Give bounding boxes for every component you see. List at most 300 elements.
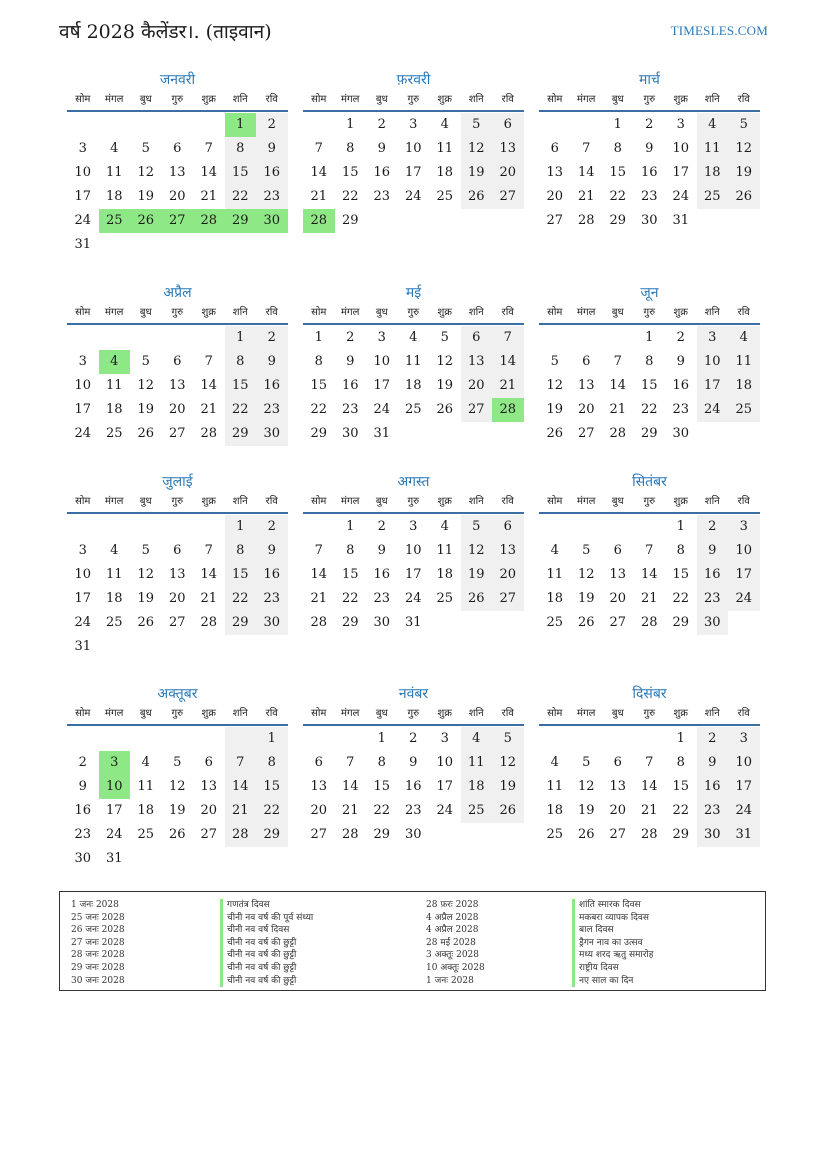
weekday-label: बुध xyxy=(139,708,152,719)
day-cell: 20 xyxy=(168,402,186,417)
day-cell: 21 xyxy=(640,591,658,606)
day-cell: 20 xyxy=(461,374,493,398)
day-cell: 5 xyxy=(461,515,493,539)
day-cell: 22 xyxy=(640,402,658,417)
day-cell: 2 xyxy=(697,727,729,751)
day-cell: 28 xyxy=(200,426,218,441)
empty-cell xyxy=(193,847,225,871)
day-cell: 8 xyxy=(676,755,685,770)
month-title: अगस्त xyxy=(397,474,430,490)
day-cell: 25 xyxy=(546,827,564,842)
empty-cell xyxy=(193,233,225,257)
days-grid xyxy=(303,326,524,446)
day-cell: 14 xyxy=(609,378,627,393)
holiday-name: गणतंत्र दिवस xyxy=(220,899,313,912)
empty-cell xyxy=(303,113,335,137)
weekday-label: मंगल xyxy=(105,496,124,507)
day-cell: 6 xyxy=(173,141,182,156)
day-cell: 24 xyxy=(373,402,391,417)
weekday-header xyxy=(539,704,760,726)
day-cell: 25 xyxy=(461,799,493,823)
empty-cell xyxy=(539,113,571,137)
day-cell: 10 xyxy=(436,755,454,770)
day-cell: 9 xyxy=(409,755,418,770)
day-cell: 9 xyxy=(78,779,87,794)
holiday-date: 3 अक्तूः 2028 xyxy=(426,950,480,961)
day-cell: 8 xyxy=(314,354,323,369)
holiday-day-cell: 28 xyxy=(303,209,335,233)
day-cell: 10 xyxy=(373,354,391,369)
day-cell: 24 xyxy=(404,591,422,606)
empty-cell xyxy=(539,727,571,751)
day-cell: 12 xyxy=(137,567,155,582)
weekday-label: बुध xyxy=(139,307,152,318)
day-cell: 1 xyxy=(377,731,386,746)
site-link[interactable]: TIMESLES.COM xyxy=(670,23,768,38)
day-cell: 5 xyxy=(461,113,493,137)
month-title: मई xyxy=(405,285,422,301)
day-cell: 30 xyxy=(373,615,391,630)
empty-cell xyxy=(303,727,335,751)
day-cell: 21 xyxy=(310,189,328,204)
day-cell: 14 xyxy=(200,567,218,582)
holiday-day-cell: 27 xyxy=(162,209,194,233)
holiday-name: चीनी नव वर्ष की छुट्टी xyxy=(220,949,313,962)
day-cell: 6 xyxy=(492,515,524,539)
days-grid xyxy=(539,113,760,233)
empty-cell xyxy=(99,635,131,659)
day-cell: 8 xyxy=(613,141,622,156)
day-cell: 5 xyxy=(141,141,150,156)
days-grid xyxy=(303,727,524,847)
weekday-label: मंगल xyxy=(577,307,596,318)
weekday-label: गुरु xyxy=(171,94,184,105)
day-cell: 29 xyxy=(373,827,391,842)
day-cell: 1 xyxy=(346,519,355,534)
day-cell: 24 xyxy=(74,426,92,441)
day-cell: 17 xyxy=(404,567,422,582)
month-block xyxy=(303,472,524,635)
empty-cell xyxy=(193,727,225,751)
day-cell: 26 xyxy=(577,827,595,842)
day-cell: 22 xyxy=(672,591,690,606)
weekday-label: शुक्र xyxy=(437,307,452,318)
day-cell: 5 xyxy=(550,354,559,369)
empty-cell xyxy=(492,209,524,233)
days-grid xyxy=(303,515,524,635)
day-cell: 3 xyxy=(377,330,386,345)
day-cell: 17 xyxy=(728,563,760,587)
weekday-label: शनि xyxy=(468,708,484,719)
day-cell: 3 xyxy=(409,519,418,534)
empty-cell xyxy=(130,326,162,350)
day-cell: 30 xyxy=(74,851,92,866)
day-cell: 10 xyxy=(74,378,92,393)
weekday-label: मंगल xyxy=(577,496,596,507)
day-cell: 11 xyxy=(546,779,564,794)
day-cell: 11 xyxy=(461,751,493,775)
weekday-label: रवि xyxy=(265,94,278,105)
holiday-date: 4 अप्रैल 2028 xyxy=(426,912,479,923)
day-cell: 11 xyxy=(105,378,123,393)
day-cell: 1 xyxy=(613,117,622,132)
day-cell: 2 xyxy=(377,117,386,132)
day-cell: 21 xyxy=(310,591,328,606)
day-cell: 25 xyxy=(697,185,729,209)
day-cell: 22 xyxy=(225,587,257,611)
weekday-label: शनि xyxy=(468,94,484,105)
weekday-label: शुक्र xyxy=(437,708,452,719)
weekday-label: रवि xyxy=(501,307,514,318)
day-cell: 25 xyxy=(105,615,123,630)
day-cell: 19 xyxy=(546,402,564,417)
day-cell: 14 xyxy=(577,165,595,180)
day-cell: 2 xyxy=(377,519,386,534)
day-cell: 20 xyxy=(168,591,186,606)
day-cell: 2 xyxy=(256,326,288,350)
holiday-name: चीनी नव वर्ष की छुट्टी xyxy=(220,962,313,975)
day-cell: 30 xyxy=(256,422,288,446)
day-cell: 16 xyxy=(373,567,391,582)
day-cell: 1 xyxy=(225,326,257,350)
empty-cell xyxy=(225,233,257,257)
day-cell: 16 xyxy=(697,563,729,587)
day-cell: 14 xyxy=(200,378,218,393)
holiday-date: 10 अक्तूः 2028 xyxy=(426,962,485,973)
day-cell: 13 xyxy=(546,165,564,180)
empty-cell xyxy=(398,422,430,446)
day-cell: 22 xyxy=(225,398,257,422)
empty-cell xyxy=(99,326,131,350)
day-cell: 1 xyxy=(256,727,288,751)
empty-cell xyxy=(130,727,162,751)
day-cell: 6 xyxy=(461,326,493,350)
empty-cell xyxy=(602,727,634,751)
empty-cell xyxy=(130,233,162,257)
day-cell: 24 xyxy=(728,587,760,611)
day-cell: 22 xyxy=(341,189,359,204)
day-cell: 27 xyxy=(492,185,524,209)
day-cell: 30 xyxy=(640,213,658,228)
holiday-day-cell: 30 xyxy=(256,209,288,233)
empty-cell xyxy=(492,823,524,847)
day-cell: 8 xyxy=(346,141,355,156)
month-block xyxy=(67,70,288,257)
day-cell: 7 xyxy=(204,354,213,369)
weekday-label: रवि xyxy=(737,307,750,318)
weekday-label: शुक्र xyxy=(201,496,216,507)
weekday-label: रवि xyxy=(501,708,514,719)
empty-cell xyxy=(728,209,760,233)
empty-cell xyxy=(256,847,288,871)
day-cell: 9 xyxy=(697,751,729,775)
weekday-label: रवि xyxy=(265,708,278,719)
day-cell: 21 xyxy=(200,591,218,606)
day-cell: 3 xyxy=(78,354,87,369)
day-cell: 8 xyxy=(645,354,654,369)
day-cell: 2 xyxy=(78,755,87,770)
day-cell: 10 xyxy=(728,539,760,563)
empty-cell xyxy=(492,422,524,446)
day-cell: 3 xyxy=(676,117,685,132)
day-cell: 23 xyxy=(404,803,422,818)
empty-cell xyxy=(67,727,99,751)
day-cell: 29 xyxy=(310,426,328,441)
day-cell: 8 xyxy=(225,137,257,161)
weekday-label: गुरु xyxy=(643,94,656,105)
day-cell: 15 xyxy=(225,161,257,185)
month-title: फ़रवरी xyxy=(396,72,431,88)
day-cell: 14 xyxy=(640,567,658,582)
day-cell: 7 xyxy=(346,755,355,770)
day-cell: 29 xyxy=(256,823,288,847)
day-cell: 27 xyxy=(461,398,493,422)
day-cell: 31 xyxy=(74,237,92,252)
holiday-name: चीनी नव वर्ष दिवस xyxy=(220,924,313,937)
day-cell: 26 xyxy=(461,185,493,209)
day-cell: 31 xyxy=(373,426,391,441)
day-cell: 9 xyxy=(256,539,288,563)
weekday-label: बुध xyxy=(139,496,152,507)
weekday-header xyxy=(539,492,760,514)
empty-cell xyxy=(256,233,288,257)
weekday-label: रवि xyxy=(737,708,750,719)
month-block xyxy=(539,684,760,847)
empty-cell xyxy=(461,611,493,635)
day-cell: 12 xyxy=(436,354,454,369)
day-cell: 13 xyxy=(577,378,595,393)
day-cell: 18 xyxy=(404,378,422,393)
day-cell: 26 xyxy=(461,587,493,611)
day-cell: 12 xyxy=(546,378,564,393)
day-cell: 17 xyxy=(672,165,690,180)
day-cell: 16 xyxy=(404,779,422,794)
day-cell: 18 xyxy=(105,402,123,417)
day-cell: 31 xyxy=(105,851,123,866)
holiday-name: शांति स्मारक दिवस xyxy=(572,899,654,912)
day-cell: 26 xyxy=(577,615,595,630)
day-cell: 14 xyxy=(200,165,218,180)
day-cell: 11 xyxy=(546,567,564,582)
day-cell: 9 xyxy=(377,141,386,156)
weekday-label: शनि xyxy=(232,94,248,105)
day-cell: 27 xyxy=(609,615,627,630)
holiday-names-left xyxy=(220,899,313,987)
days-grid xyxy=(303,113,524,233)
day-cell: 3 xyxy=(728,727,760,751)
day-cell: 27 xyxy=(609,827,627,842)
day-cell: 16 xyxy=(640,165,658,180)
day-cell: 4 xyxy=(550,755,559,770)
day-cell: 13 xyxy=(200,779,218,794)
day-cell: 13 xyxy=(310,779,328,794)
day-cell: 3 xyxy=(78,543,87,558)
day-cell: 12 xyxy=(137,165,155,180)
day-cell: 23 xyxy=(697,799,729,823)
day-cell: 21 xyxy=(200,189,218,204)
month-block xyxy=(67,283,288,446)
holiday-name: चीनी नव वर्ष की छुट्टी xyxy=(220,937,313,950)
day-cell: 24 xyxy=(728,799,760,823)
weekday-label: गुरु xyxy=(171,708,184,719)
weekday-label: सोम xyxy=(75,496,91,507)
weekday-label: शुक्र xyxy=(673,307,688,318)
holiday-day-cell: 25 xyxy=(99,209,131,233)
weekday-header xyxy=(67,90,288,112)
day-cell: 22 xyxy=(672,803,690,818)
empty-cell xyxy=(99,515,131,539)
holiday-date: 30 जनः 2028 xyxy=(71,975,125,986)
day-cell: 29 xyxy=(640,426,658,441)
day-cell: 13 xyxy=(492,539,524,563)
weekday-label: शुक्र xyxy=(201,307,216,318)
days-grid xyxy=(539,515,760,635)
weekday-label: मंगल xyxy=(577,708,596,719)
day-cell: 9 xyxy=(676,354,685,369)
weekday-label: गुरु xyxy=(643,307,656,318)
page-title: वर्ष 2028 कैलेंडर।. (ताइवान) xyxy=(59,21,272,43)
empty-cell xyxy=(335,727,367,751)
weekday-label: शनि xyxy=(704,708,720,719)
empty-cell xyxy=(67,515,99,539)
day-cell: 24 xyxy=(105,827,123,842)
weekday-label: शनि xyxy=(232,307,248,318)
weekday-label: गुरु xyxy=(407,307,420,318)
day-cell: 17 xyxy=(373,378,391,393)
empty-cell xyxy=(697,422,729,446)
month-block xyxy=(539,283,760,446)
day-cell: 7 xyxy=(492,326,524,350)
day-cell: 4 xyxy=(697,113,729,137)
month-block xyxy=(67,684,288,871)
day-cell: 3 xyxy=(409,117,418,132)
day-cell: 10 xyxy=(74,165,92,180)
day-cell: 10 xyxy=(74,567,92,582)
day-cell: 16 xyxy=(256,161,288,185)
day-cell: 3 xyxy=(78,141,87,156)
day-cell: 5 xyxy=(440,330,449,345)
empty-cell xyxy=(193,113,225,137)
day-cell: 4 xyxy=(550,543,559,558)
days-grid xyxy=(67,113,288,257)
day-cell: 22 xyxy=(256,799,288,823)
weekday-label: रवि xyxy=(501,94,514,105)
day-cell: 18 xyxy=(105,189,123,204)
day-cell: 6 xyxy=(613,755,622,770)
empty-cell xyxy=(162,326,194,350)
day-cell: 30 xyxy=(672,426,690,441)
day-cell: 4 xyxy=(440,519,449,534)
day-cell: 18 xyxy=(697,161,729,185)
holiday-date: 28 मई 2028 xyxy=(426,937,476,948)
holiday-date: 25 जनः 2028 xyxy=(71,912,125,923)
day-cell: 12 xyxy=(461,137,493,161)
day-cell: 12 xyxy=(577,567,595,582)
day-cell: 11 xyxy=(697,137,729,161)
holiday-name: ड्रैगन नाव का उत्सव xyxy=(572,937,654,950)
day-cell: 10 xyxy=(404,141,422,156)
day-cell: 12 xyxy=(137,378,155,393)
holiday-date: 1 जनः 2028 xyxy=(71,900,119,910)
weekday-label: सोम xyxy=(311,496,327,507)
holiday-name: नए साल का दिन xyxy=(572,975,654,988)
weekday-header xyxy=(303,90,524,112)
weekday-label: रवि xyxy=(265,496,278,507)
day-cell: 18 xyxy=(436,567,454,582)
day-cell: 20 xyxy=(492,563,524,587)
day-cell: 14 xyxy=(341,779,359,794)
day-cell: 21 xyxy=(492,374,524,398)
day-cell: 25 xyxy=(546,615,564,630)
weekday-label: शनि xyxy=(704,94,720,105)
day-cell: 7 xyxy=(645,755,654,770)
day-cell: 11 xyxy=(137,779,155,794)
day-cell: 10 xyxy=(672,141,690,156)
day-cell: 1 xyxy=(225,515,257,539)
holiday-day-cell: 3 xyxy=(99,751,131,775)
day-cell: 31 xyxy=(404,615,422,630)
weekday-label: शुक्र xyxy=(437,496,452,507)
days-grid xyxy=(67,515,288,659)
day-cell: 13 xyxy=(168,378,186,393)
weekday-label: मंगल xyxy=(105,708,124,719)
day-cell: 16 xyxy=(697,775,729,799)
weekday-label: गुरु xyxy=(407,496,420,507)
day-cell: 9 xyxy=(697,539,729,563)
day-cell: 20 xyxy=(609,803,627,818)
day-cell: 2 xyxy=(256,515,288,539)
day-cell: 31 xyxy=(74,639,92,654)
day-cell: 17 xyxy=(697,374,729,398)
empty-cell xyxy=(728,422,760,446)
empty-cell xyxy=(130,847,162,871)
day-cell: 17 xyxy=(74,189,92,204)
day-cell: 9 xyxy=(645,141,654,156)
day-cell: 7 xyxy=(204,141,213,156)
day-cell: 5 xyxy=(582,543,591,558)
empty-cell xyxy=(366,209,398,233)
weekday-label: शनि xyxy=(704,496,720,507)
holiday-day-cell: 4 xyxy=(99,350,131,374)
day-cell: 18 xyxy=(137,803,155,818)
empty-cell xyxy=(130,515,162,539)
holiday-day-cell: 29 xyxy=(225,209,257,233)
day-cell: 18 xyxy=(546,591,564,606)
day-cell: 18 xyxy=(546,803,564,818)
day-cell: 6 xyxy=(492,113,524,137)
day-cell: 1 xyxy=(314,330,323,345)
day-cell: 7 xyxy=(314,141,323,156)
day-cell: 27 xyxy=(168,426,186,441)
month-title: मार्च xyxy=(639,72,660,88)
day-cell: 23 xyxy=(256,185,288,209)
day-cell: 27 xyxy=(492,587,524,611)
day-cell: 12 xyxy=(728,137,760,161)
day-cell: 20 xyxy=(168,189,186,204)
weekday-label: शुक्र xyxy=(673,708,688,719)
day-cell: 14 xyxy=(640,779,658,794)
empty-cell xyxy=(130,635,162,659)
day-cell: 20 xyxy=(310,803,328,818)
month-title: जून xyxy=(640,285,659,301)
empty-cell xyxy=(99,727,131,751)
day-cell: 19 xyxy=(577,803,595,818)
day-cell: 4 xyxy=(461,727,493,751)
day-cell: 4 xyxy=(728,326,760,350)
holiday-day-cell: 1 xyxy=(225,113,257,137)
day-cell: 10 xyxy=(697,350,729,374)
day-cell: 14 xyxy=(310,165,328,180)
